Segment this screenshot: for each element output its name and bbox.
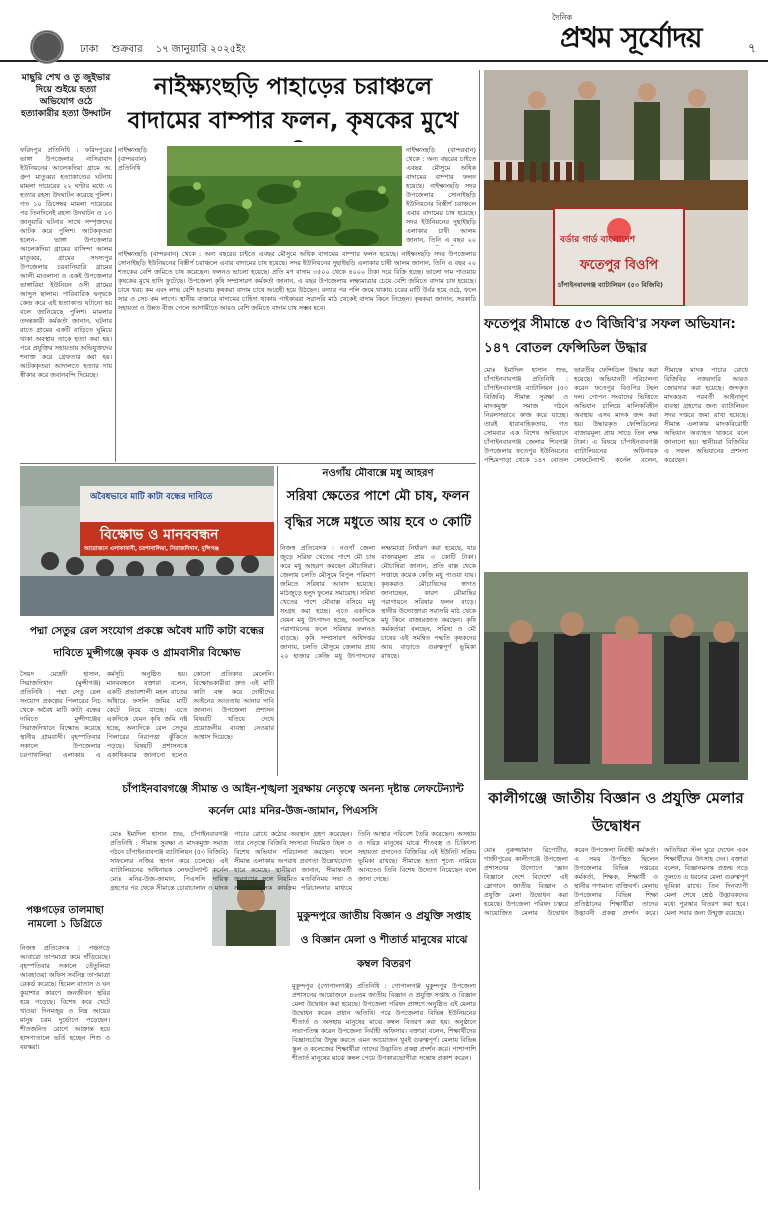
padma-banner-line2: বিক্ষোভ ও মানববন্ধন	[100, 527, 219, 543]
padma-banner-line1: অবৈধভাবে মাটি কাটা বন্ধের দাবিতে	[90, 492, 213, 502]
lead-body-right: নাইক্ষ্যংছড়ি (বান্দরবান) থেকে : অন্য বছরের চাইতে এবছর মৌসুমে অধিক বাদামের বাম্পার ফলন হয়েছে। নাইক্ষ্যংছড়ি সদর উপজেলার সোনাইছড়ি ইউনিয়নের বিস্তীর্ণ চরাঞ্চলে এবার বাদামের চাষ হয়েছে। সদর ইউনিয়নের দুছাইছড়ি এলাকার চাষী আলম জানান, তিনি এ বছর ২০	[406, 146, 476, 244]
column-rule	[479, 70, 480, 1190]
emblem-icon	[30, 30, 64, 64]
masthead-location: ঢাকা	[80, 44, 99, 55]
page-number: ৭	[748, 41, 756, 55]
officer-body: মোঃ ইমাদিল হাসান শুভ, চাঁপাইনবাবগঞ্জ প্রতিনিধি : সীমান্ত সুরক্ষা ও মাদকমুক্ত সমাজ গঠনে চাঁপাইনবাবগঞ্জ ব্যাটালিয়ন (৫৩ বিজিবি) সাফল্যের নজির স্থাপন করে চলেছে। এই ব্যাটালিয়নের অধিনায়ক লেফটেন্যান্ট কর্নেল মোঃ মনির-উজ-জামান, পিএসসি দায়িত্ব গ্রহণের পর থেকে সীমান্তে চোরাচালান ও মাদক পাচার রোধে কঠোর অবস্থান গ্রহণ করেছেন। তার নেতৃত্বে বিজিবি সদস্যরা নিয়মিত টহল ও বিশেষ অভিযান পরিচালনা করছেন। ফলে সীমান্ত এলাকায় অপরাধ প্রবণতা উল্লেখযোগ্য হারে কমেছে। স্থানীয়রা জানান, সীমান্তবর্তী জনগণের সঙ্গে নিয়মিত মতবিনিময় সভা ও সচেতনতামূলক কার্যক্রম পরিচালনার মাধ্যমে তিনি আস্থার পরিবেশ তৈরি করেছেন। অসহায় ও দরিদ্র মানুষের মাঝে শীতবস্ত্র ও চিকিৎসা সহায়তা প্রদানেও বিজিবির এই ইউনিট সক্রিয় ভূমিকা রাখছে। সীমান্তে হত্যা শূন্যে নামিয়ে আনতেও তিনি বিশেষ উদ্যোগ নিয়েছেন বলে জানা গেছে।	[110, 830, 476, 892]
bgb-headline: ফতেপুর সীমান্তে ৫৩ বিজিবি'র সফল অভিযান: ১৪৭ বোতল ফেন্সিডিল উদ্ধার	[484, 316, 736, 356]
lead-body-bottom: নাইক্ষ্যংছড়ি (বান্দরবান) থেকে : অন্য বছরের চাইতে এবছর মৌসুমে অধিক বাদামের বাম্পার ফলন হয়েছে। নাইক্ষ্যংছড়ি সদর উপজেলার সোনাইছড়ি ইউনিয়নের বিস্তীর্ণ চরাঞ্চলে এবার বাদামের চাষ হয়েছে। সদর ইউনিয়নের দুছাইছড়ি এলাকার চাষী আলম জানান, তিনি এ বছর ২০ শতকের বেশি জমিতে চাষ করেছেন। ফলনও ভালো হয়েছে। প্রতি মণ বাদাম ৩৫০০ থেকে ৪০০০ টাকা দরে বিক্রি হচ্ছে। ভালো দাম পাওয়ায় কৃষকের মুখে হাসি ফুটেছে। উপজেলা কৃষি সম্প্রসারণ কর্মকর্তা জানান, এ বছর উপজেলায় লক্ষ্যমাত্রার চেয়ে বেশি জমিতে বাদাম চাষ হয়েছে। চাষে খরচ কম এবং লাভ বেশি হওয়ায় কৃষকরা বাদাম চাষে আগ্রহী হয়ে উঠছেন। বন্যার পর পলি জমে থাকায় চরের মাটি উর্বর হয়ে ওঠে, ফলে সার ও সেচ কম লাগে। স্থানীয় বাজারে বাদামের চাহিদা থাকায় পাইকাররা সরাসরি মাঠ থেকেই বাদাম কিনে নিচ্ছেন। কৃষকরা জানান, সরকারি সহায়তা ও উন্নত বীজ পেলে আগামীতে আরও বেশি জমিতে বাদাম চাষ সম্ভব হবে।	[118, 250, 476, 312]
newspaper-brand: প্রথম সূর্যোদয়	[560, 21, 702, 54]
kaliganj-photo	[484, 572, 748, 780]
lake-headline: পঞ্চগড়ের তালমাছা নামলো ১ ডিগ্রিতে	[26, 905, 104, 930]
lead-headline: নাইক্ষ্যংছড়ি পাহাড়ের চরাঞ্চলে বাদামের বাম্পার ফলন, কৃষকের মুখে	[127, 74, 459, 134]
naogaon-body: নিজস্ব প্রতিবেদক : নওগাঁ জেলা জুড়ে সরিষা খেতের পাশে মৌ চাষ করে মধু আহরণ করছেন মৌচাষিরা। জেলায় চলতি মৌসুমে বিপুল পরিমাণ জমিতে সরিষার আবাদ হয়েছে। মাঠজুড়ে হলুদ ফুলের সমারোহ। সরিষা খেতের পাশে মৌবাক্স বসিয়ে মধু সংগ্রহ করা হচ্ছে। এতে একদিকে যেমন মধু উৎপাদন হচ্ছে, অন্যদিকে পরাগায়নের ফলে সরিষার ফলনও বাড়ছে। কৃষি সম্প্রসারণ অধিদপ্তর জানায়, চলতি মৌসুমে জেলায় প্রায় ২০ হাজার কেজি মধু উৎপাদনের লক্ষ্যমাত্রা নির্ধারণ করা হয়েছে, যার বাজারমূল্য প্রায় ৩ কোটি টাকা। মৌচাষিরা জানান, প্রতি বাক্স থেকে সপ্তাহে কয়েক কেজি মধু পাওয়া যায়। কৃষকরাও মৌচাষিদের স্বাগত জানাচ্ছেন, কারণ মৌমাছির পরাগায়নে সরিষার ফলন বাড়ে। স্থানীয় উদ্যোক্তারা সরাসরি মাঠ থেকে মধু কিনে বাজারজাত করছেন। কৃষি কর্মকর্তারা বলছেন, সরিষা ও মৌ চাষের এই সমন্বিত পদ্ধতি কৃষকদের আয় বাড়াতে গুরুত্বপূর্ণ ভূমিকা রাখছে।	[280, 544, 476, 660]
section-rule	[20, 463, 476, 464]
lead-photo	[167, 146, 402, 246]
science-fair-image	[484, 572, 748, 780]
bgb-banner-line3: চাঁপাইনবাবগঞ্জ ব্যাটালিয়ন (৫৩ বিজিবি)	[558, 281, 663, 289]
masthead-meta	[80, 42, 256, 59]
left-top-body: ফরিদপুর প্রতিনিধি : ফরিদপুরের ভাঙ্গা উপজেলার নাসিরাবাদ ইউনিয়নের আলেকদিয়া গ্রামে অ. গ্রুপ মাতুব্বর হত্যাকাণ্ডের ঘটনায় মামলা দায়েরের ২২ ঘণ্টার মধ্যে এ হত্যার রহস্য উদঘাটন করেছে পুলিশ। গত ১০ ডিসেম্বর মামলা দায়েরের পর তিনদিনেই রহস্য উদঘাটন ও ১৩ জানুয়ারি ঘটনার সাথে সম্পৃক্তদের আটক করে পুলিশ। আটককৃতরা হলেন- ভাঙ্গা উপজেলার আলেকদিয়া গ্রামের বাসিন্দা আলম মাতুব্বর, গ্রামের সদস্যপুর উপজেলার চরবানিয়ারি গ্রামের আলী মাওলানা ও একই উপজেলার ভাঙ্গারিয়া ইউনিয়ন ওসী গ্রামের আব্দুস ছালাম। পারিবারিক দ্বন্দ্বকে কেন্দ্র করে এই হত্যাকাণ্ড ঘটানো হয় বলে জানিয়েছে পুলিশ। মামলার তদন্তকারী কর্মকর্তা জানান, ঘটনার রাতে গ্রামের একটি বাড়িতে ঘুমিয়ে থাকা অবস্থায় তাকে হত্যা করা হয়। পরে প্রযুক্তির সহায়তায় অভিযুক্তদের শনাক্ত করে গ্রেফতার করা হয়। আটককৃতরা আদালতে হত্যার দায় স্বীকার করে জবানবন্দি দিয়েছে।	[20, 146, 112, 379]
padma-headline: পদ্মা সেতুর রেল সংযোগ প্রকল্পে অবৈধ মাটি কাটা বন্ধের দাবিতে মুন্সীগঞ্জে কৃষক ও গ্রামবাসীর বিক্ষোভ	[29, 625, 265, 659]
brand-prefix: দৈনিক	[552, 13, 573, 22]
padma-banner-line3: আয়োজনে এলাকাবাসী, চরপাথালিয়া, সিরাজদিখান, মুন্সিগঞ্জ	[84, 546, 219, 552]
officer-headline: চাঁপাইনবাবগঞ্জে সীমান্ত ও আইন-শৃঙ্খলা সুরক্ষায় নেতৃত্বে অনন্য দৃষ্টান্ত লেফটেন্যান্ট কর্নেল মোঃ মনির-উজ-জামান, পিএসসি	[122, 783, 464, 817]
masthead-weekday: শুক্রবার	[111, 44, 143, 55]
kaliganj-body: মোঃ নুরুজ্জামান রিপোর্টার, গাজীপুরের কালীগঞ্জে উপজেলা প্রশাসনের উদ্যোগে 'জ্ঞান বিজ্ঞানে দেশে বিদেশে' এই স্লোগানে জাতীয় বিজ্ঞান ও প্রযুক্তি মেলা উদ্বোধন করা হয়েছে। উপজেলা পরিষদ চত্বরে আয়োজিত মেলার উদ্বোধন করেন উপজেলা নির্বাহী কর্মকর্তা। এ সময় উপস্থিত ছিলেন উপজেলার বিভিন্ন দপ্তরের কর্মকর্তা, শিক্ষক, শিক্ষার্থী ও স্থানীয় গণ্যমান্য ব্যক্তিবর্গ। মেলায় উপজেলার বিভিন্ন শিক্ষা প্রতিষ্ঠানের শিক্ষার্থীরা তাদের উদ্ভাবনী প্রকল্প প্রদর্শন করে। অতিথিরা স্টল ঘুরে দেখেন এবং শিক্ষার্থীদের উৎসাহ দেন। বক্তারা বলেন, বিজ্ঞানমনস্ক প্রজন্ম গড়ে তুলতে এ ধরনের মেলা গুরুত্বপূর্ণ ভূমিকা রাখে। তিন দিনব্যাপী মেলা শেষে শ্রেষ্ঠ উদ্ভাবকদের মধ্যে পুরস্কার বিতরণ করা হবে। মেলা সবার জন্য উন্মুক্ত রয়েছে।	[484, 846, 748, 917]
kaliganj-headline: কালীগঞ্জে জাতীয় বিজ্ঞান ও প্রযুক্তি মেলার উদ্বোধন	[488, 789, 744, 835]
masthead-date: ১৭ জানুয়ারি ২০২৫ইং	[155, 44, 246, 55]
bgb-banner-line2: ফতেপুর বিওপি	[580, 258, 659, 273]
naogaon-kicker: নওগাঁয় মৌবাক্সে মধু আহরণ	[322, 468, 434, 479]
peanut-field-image	[167, 146, 402, 246]
column-rule	[115, 146, 116, 462]
lake-body: নিজস্ব প্রতিবেদক : পঞ্চগড়ে আবারো তাপমাত্রা কমে দাঁড়িয়েছে। বৃহস্পতিবার সকালে তেঁতুলিয়া আবহাওয়া অফিস সর্বনিম্ন তাপমাত্রা রেকর্ড করেছে। হিমেল বাতাস ও ঘন কুয়াশার কারণে জনজীবন স্থবির হয়ে পড়েছে। বিশেষ করে খেটে খাওয়া দিনমজুর ও নিম্ন আয়ের মানুষ চরম দুর্ভোগে পড়েছেন। শীতজনিত রোগে আক্রান্ত হয়ে হাসপাতালে ভর্তি হচ্ছেন শিশু ও বয়স্করা।	[20, 944, 110, 1051]
left-top-headline: মাছুরি শেখ ও তু জুইভার দিয়ে শুইয়ে হত্যা অভিযোগ ওঠে হত্যাকারীর হত্যা উদ্ঘাটন	[20, 73, 112, 119]
column-rule	[277, 466, 278, 776]
mukundapur-headline: মুকুন্দপুরে জাতীয় বিজ্ঞান ও প্রযুক্তি সপ্তাহ ও বিজ্ঞান মেলা ও শীতার্ত মানুষের মাঝে কম্বল বিতরণ	[297, 910, 471, 970]
mukundapur-body: মুকুন্দপুর (গোপালগঞ্জ) প্রতিনিধি : গোপালগঞ্জ মুকুন্দপুর উপজেলা প্রশাসনের আয়োজনে ৪৬তম জাতীয় বিজ্ঞান ও প্রযুক্তি সপ্তাহ ও বিজ্ঞান মেলা উদ্বোধন করা হয়েছে। উপজেলা পরিষদ প্রাঙ্গণে অনুষ্ঠিত এই মেলার উদ্বোধন করেন প্রধান অতিথি। পরে উপজেলার বিভিন্ন ইউনিয়নের শীতার্ত ও অসহায় মানুষের মাঝে কম্বল বিতরণ করা হয়। অনুষ্ঠানে সভাপতিত্ব করেন উপজেলা নির্বাহী অফিসার। বক্তারা বলেন, শিক্ষার্থীদের বিজ্ঞানচর্চায় উদ্বুদ্ধ করতে এমন আয়োজন খুবই গুরুত্বপূর্ণ। মেলায় বিভিন্ন স্কুল ও কলেজের শিক্ষার্থীরা তাদের উদ্ভাবিত প্রকল্প প্রদর্শন করে। পাশাপাশি শীতার্ত মানুষের মাঝে কম্বল পেয়ে উপকারভোগীরা সন্তোষ প্রকাশ করেন।	[292, 982, 476, 1062]
naogaon-headline: সরিষা ক্ষেতের পাশে মৌ চাষ, ফলন বৃদ্ধির সঙ্গে মধুতে আয় হবে ৩ কোটি	[284, 489, 472, 530]
bgb-banner-line1: বর্ডার গার্ড বাংলাদেশ	[560, 235, 636, 245]
lead-body-left: নাইক্ষ্যংছড়ি (বান্দরবান) প্রতিনিধি	[118, 146, 148, 172]
bgb-body: মোঃ ইমাদিল হাসান শুভ, চাঁপাইনবাবগঞ্জ প্রতিনিধি : চাঁপাইনবাবগঞ্জ ব্যাটালিয়ন (৫৩ বিজিবি) সীমান্ত সুরক্ষা ও মাদকমুক্ত সমাজ গঠনে নিরলসভাবে কাজ করে যাচ্ছে। তারই ধারাবাহিকতায়, গত সোমবার এক বিশেষ অভিযানে চাঁপাইনবাবগঞ্জ জেলার শিবগঞ্জ উপজেলার ফতেপুর ইউনিয়নের পশ্চিমপাড়া থেকে ১৪৭ বোতল ভারতীয় ফেন্সিডিল উদ্ধার করা হয়েছে। অভিযানটি পরিচালনা করেন ফতেপুর বিওপির টহল দল। গোপন সংবাদের ভিত্তিতে অভিযান চালিয়ে মালিকবিহীন অবস্থায় এসব মাদক জব্দ করা হয়। উদ্ধারকৃত ফেন্সিডিলের বাজারমূল্য প্রায় সাড়ে তিন লক্ষ টাকা। এ বিষয়ে চাঁপাইনবাবগঞ্জ ব্যাটালিয়নের অধিনায়ক লেফটেন্যান্ট কর্নেল বলেন, সীমান্তে মাদক পাচার রোধে বিজিবির নজরদারি আরও জোরদার করা হয়েছে। জব্দকৃত মাদকদ্রব্য পরবর্তী আইনানুগ ব্যবস্থা গ্রহণের জন্য ব্যাটালিয়ন সদর দপ্তরে জমা রাখা হয়েছে। সীমান্ত এলাকায় মাদকবিরোধী অভিযান অব্যাহত থাকবে বলে জানানো হয়। স্থানীয়রা বিজিবির এ সফল অভিযানের প্রশংসা করেছেন।	[484, 366, 748, 464]
padma-body: সৈয়দ মেহেদী হাসান, সিরাজদিখান (মুন্সীগঞ্জ) প্রতিনিধি : পদ্মা সেতু রেল সংযোগ প্রকল্পের পিলারের নিচ থেকে অবৈধ মাটি কাটা বন্ধের দাবিতে মুন্সীগঞ্জের সিরাজদিখানে বিক্ষোভ করেছে স্থানীয় গ্রামবাসী। বৃহস্পতিবার সকালে উপজেলার চরপাথালিয়া এলাকায় এ কর্মসূচি অনুষ্ঠিত হয়। মানববন্ধনে বক্তারা বলেন, একটি প্রভাবশালী মহল রাতের আঁধারে ফসলি জমির মাটি কেটে নিয়ে যাচ্ছে। এতে একদিকে যেমন কৃষি জমি নষ্ট হচ্ছে, অন্যদিকে রেল সেতুর পিলারের নিরাপত্তা ঝুঁকিতে পড়ছে। বিষয়টি প্রশাসনকে একাধিকবার জানানো হলেও কোনো প্রতিকার মেলেনি। বিক্ষোভকারীরা দ্রুত এই মাটি কাটা বন্ধ করে দোষীদের আইনের আওতায় আনার দাবি জানান। উপজেলা প্রশাসন বিষয়টি খতিয়ে দেখে প্রয়োজনীয় ব্যবস্থা নেওয়ার আশ্বাস দিয়েছে।	[20, 670, 274, 759]
